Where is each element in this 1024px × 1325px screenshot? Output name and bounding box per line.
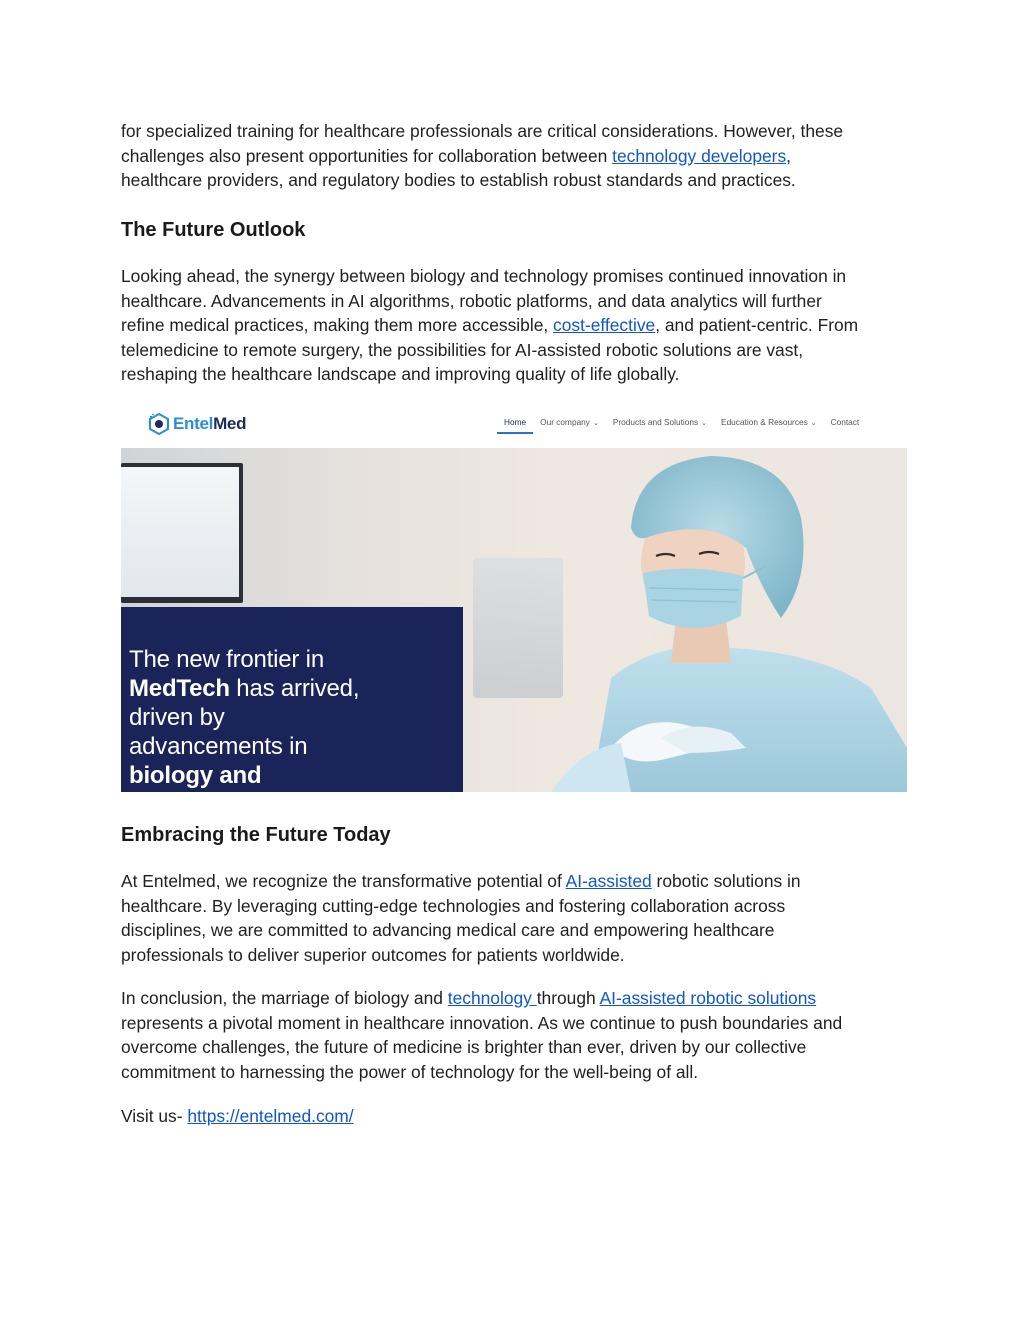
ai-assisted-robotic-solutions-link[interactable]: AI-assisted robotic solutions	[599, 988, 817, 1008]
technology-developers-link[interactable]: technology developers	[612, 145, 787, 166]
cost-effective-link[interactable]: cost-effective	[553, 315, 656, 335]
text-line	[121, 869, 911, 894]
chevron-down-icon: ⌄	[810, 420, 817, 427]
nav-contact: Contact	[830, 417, 860, 427]
text-span: At Entelmed, we recognize the transformative potential of	[121, 871, 566, 891]
text-line: reshaping the healthcare landscape and improving quality of life globally.	[121, 364, 680, 384]
hero-line: driven by	[129, 704, 225, 731]
monitor-image	[121, 463, 243, 603]
site-navbar	[121, 400, 907, 448]
nav-products	[613, 417, 707, 427]
visit-label: Visit us-	[121, 1106, 188, 1126]
text-span: robotic solutions in	[651, 871, 801, 891]
text-span: challenges also present opportunities for collaboration between	[121, 145, 613, 166]
visit-paragraph	[121, 1104, 911, 1129]
technology-link[interactable]: technology	[447, 988, 537, 1008]
entelmed-website-screenshot	[121, 400, 907, 792]
text-line: represents a pivotal moment in healthcare innovation. As we continue to push boundaries and	[121, 1012, 843, 1033]
entelmed-logo	[148, 412, 246, 436]
hero-line: The new frontier in	[129, 646, 324, 673]
logo-mark-icon	[148, 413, 170, 435]
hero-headline	[129, 645, 359, 790]
entelmed-website-link[interactable]: https://entelmed.com/	[187, 1106, 354, 1126]
text-line: commitment to harnessing the power of technology for the well-being of all.	[121, 1061, 699, 1082]
hero-line: advancements in	[129, 733, 308, 760]
text-line	[121, 986, 911, 1011]
hero-line	[129, 674, 359, 703]
text-line	[121, 313, 911, 338]
embrace-paragraph	[121, 869, 911, 967]
text-line: Looking ahead, the synergy between biology and technology promises continued innovation in	[121, 266, 847, 286]
text-span: , and patient-centric. From	[655, 315, 859, 335]
nav-label: Products and Solutions	[612, 417, 699, 427]
chevron-down-icon: ⌄	[592, 420, 599, 427]
nav-home: Home	[504, 417, 527, 427]
text-span: ,	[786, 145, 791, 166]
text-span: In conclusion, the marriage of biology and	[121, 988, 448, 1008]
logo-text-part: Med	[213, 414, 247, 433]
nav-education	[721, 417, 817, 427]
embracing-future-heading: Embracing the Future Today	[121, 824, 391, 846]
intro-paragraph	[121, 119, 911, 193]
ai-assisted-link[interactable]: AI-assisted	[565, 871, 652, 891]
hero-bold-text: MedTech	[129, 675, 230, 702]
chevron-down-icon: ⌄	[701, 420, 708, 427]
outlook-paragraph	[121, 264, 911, 387]
text-line: overcome challenges, the future of medicine is brighter than ever, driven by our collective	[121, 1037, 807, 1057]
site-nav	[504, 417, 873, 427]
logo-text-part: Entel	[173, 414, 214, 433]
nav-label: Education & Resources	[721, 417, 808, 427]
nav-label: Our company	[540, 417, 590, 427]
logo-text	[173, 414, 246, 434]
hero-banner	[121, 448, 907, 792]
text-span: refine medical practices, making them more accessible,	[121, 315, 554, 335]
conclusion-paragraph	[121, 986, 911, 1084]
text-line: professionals to deliver superior outcomes for patients worldwide.	[121, 944, 625, 965]
hero-text-panel	[121, 607, 463, 792]
hero-line	[129, 761, 359, 790]
surgeon-photo	[461, 448, 907, 792]
text-line: telemedicine to remote surgery, the possibilities for AI-assisted robotic solutions are vast,	[121, 339, 804, 360]
hero-text-span: has arrived,	[229, 675, 360, 702]
text-line	[121, 144, 911, 169]
future-outlook-heading: The Future Outlook	[121, 219, 306, 241]
text-line: healthcare. Advancements in AI algorithms, robotic platforms, and data analytics will further	[121, 290, 822, 311]
text-line: healthcare. By leveraging cutting-edge technologies and fostering collaboration across	[121, 895, 786, 916]
text-line: for specialized training for healthcare professionals are critical considerations. However, these	[121, 121, 844, 141]
nav-our-company	[540, 417, 599, 427]
text-line: healthcare providers, and regulatory bodies to establish robust standards and practices.	[121, 170, 796, 190]
text-line: disciplines, we are committed to advancing medical care and empowering healthcare	[121, 920, 775, 940]
text-span: through	[536, 988, 600, 1008]
hero-bold-text: biology and	[129, 762, 262, 789]
text-line	[121, 1104, 911, 1129]
